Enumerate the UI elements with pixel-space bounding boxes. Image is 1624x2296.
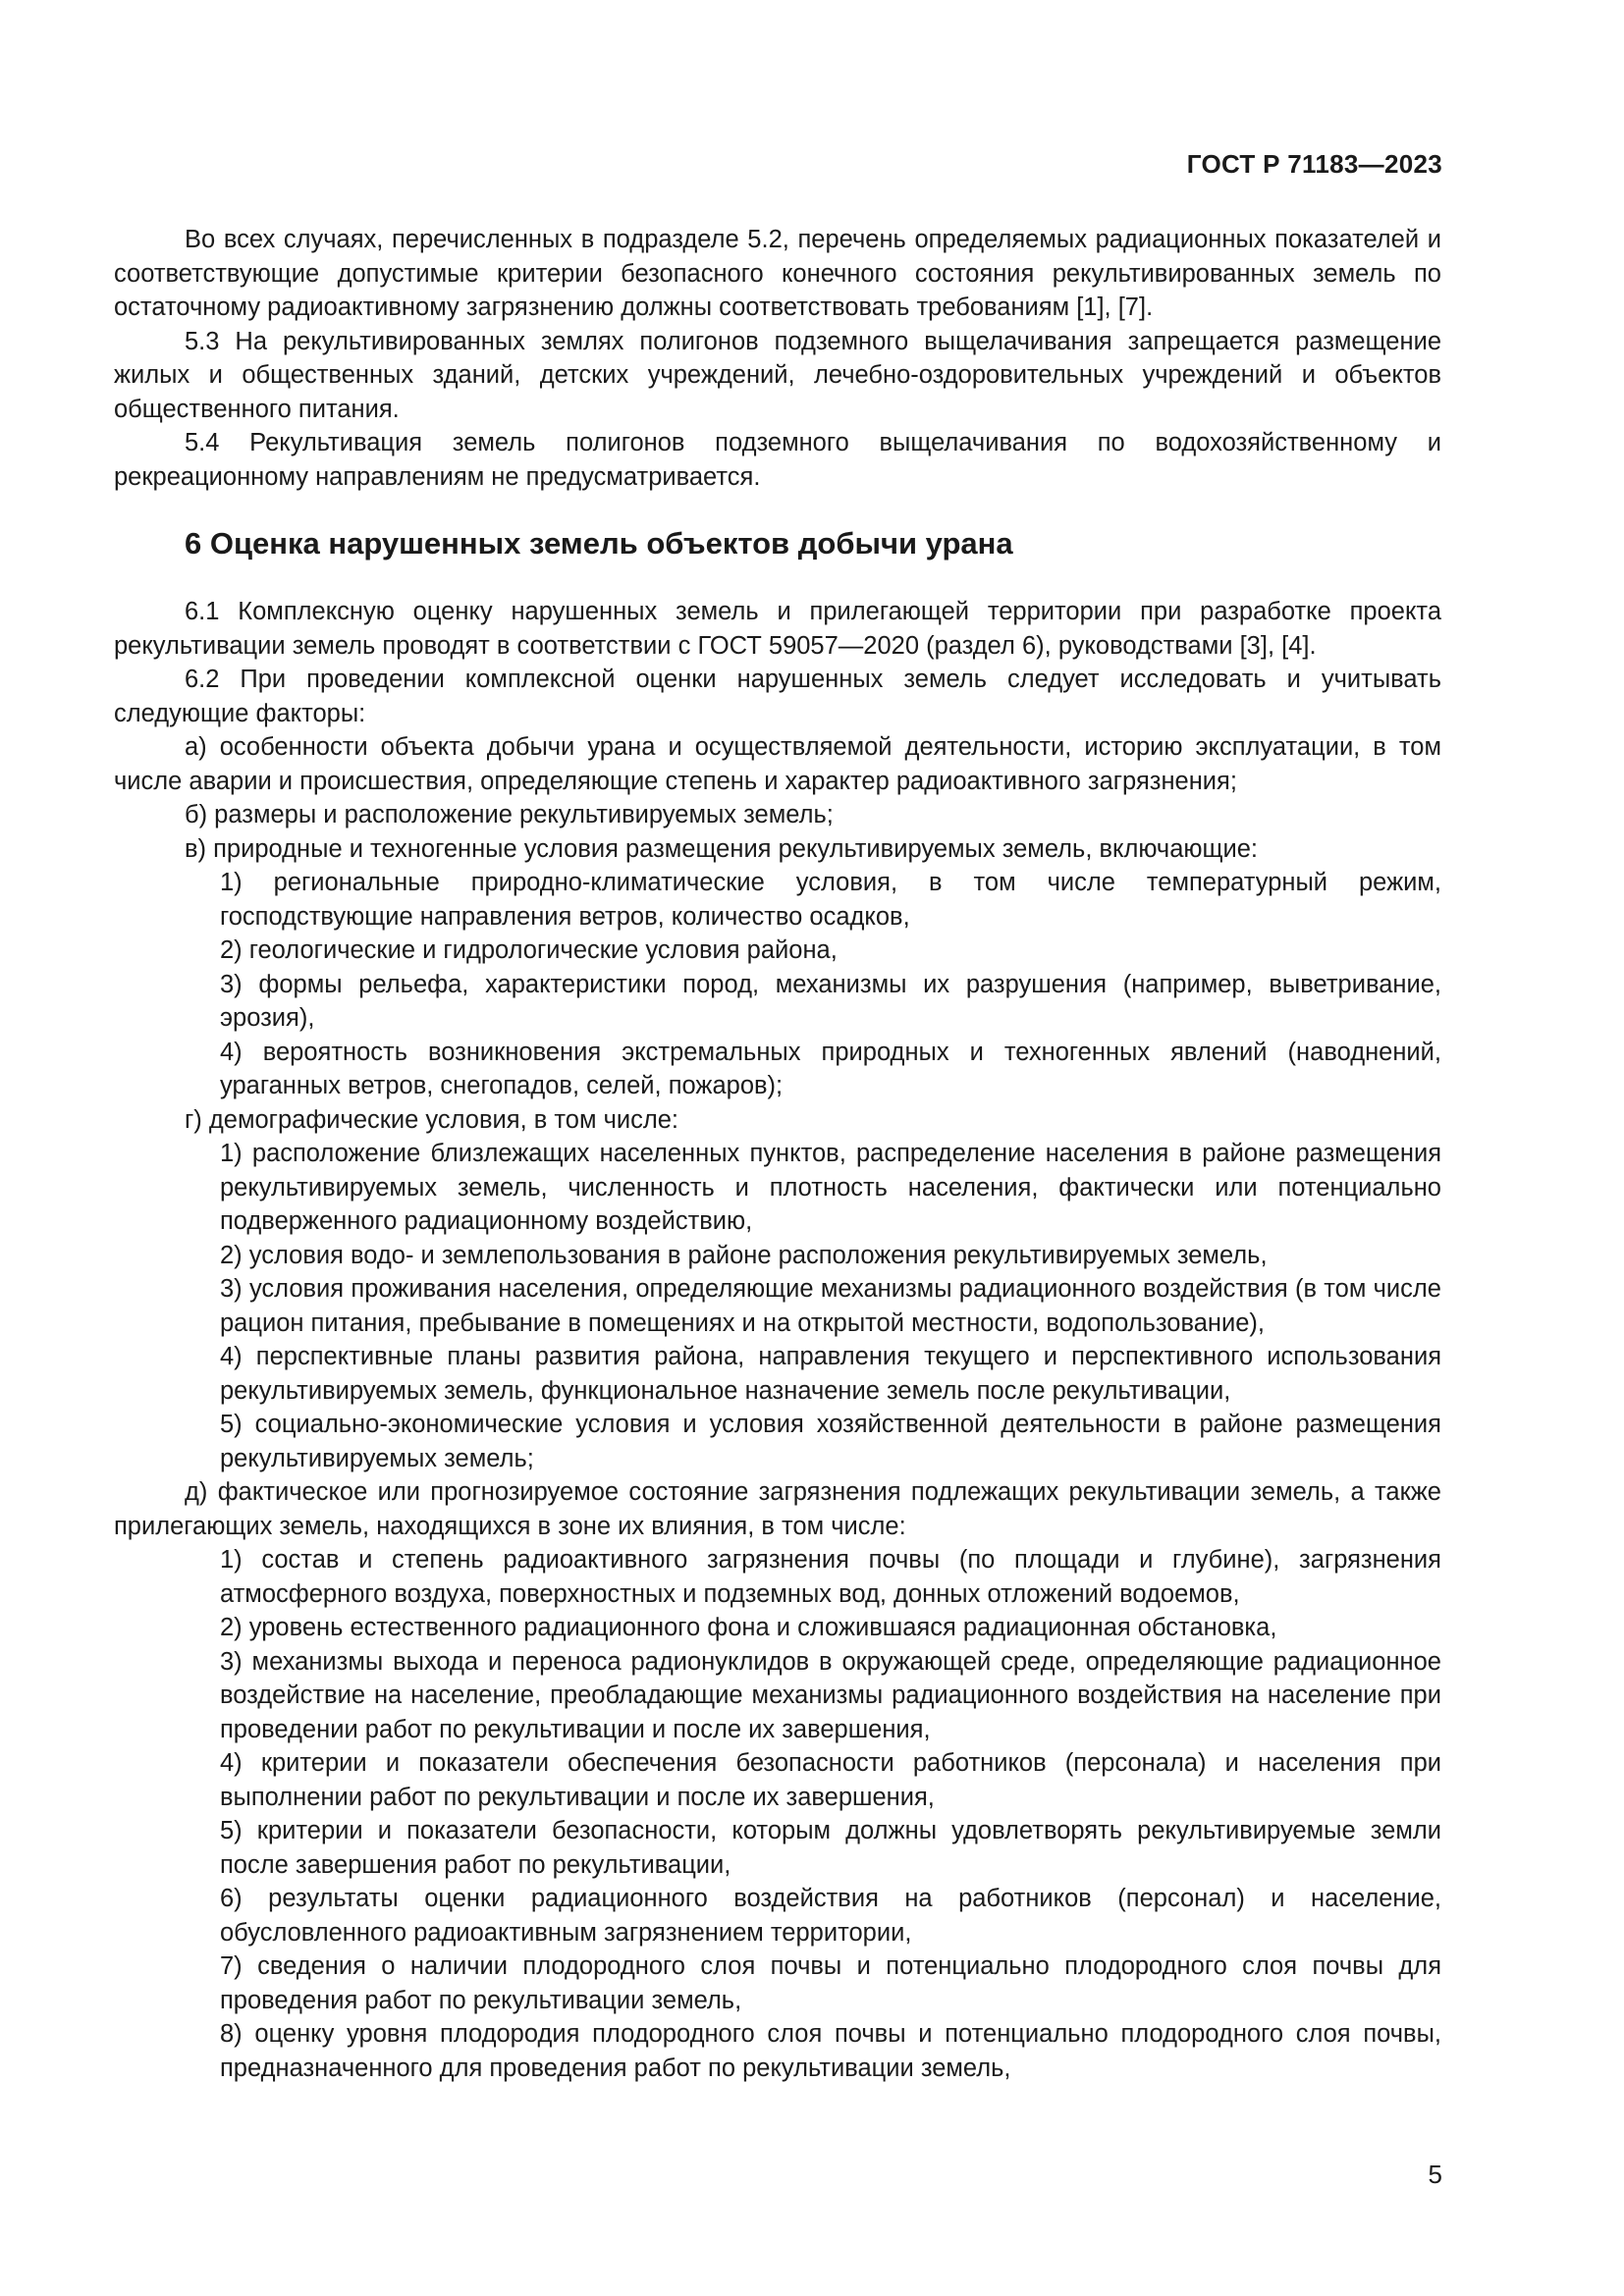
section-heading: 6 Оценка нарушенных земель объектов добычи урана bbox=[185, 526, 1013, 561]
clause-5-4: 5.4 Рекультивация земель полигонов подземного выщелачивания по водохозяйственному и рекреационному направлениям не предусматривается. bbox=[114, 429, 1441, 491]
page-content bbox=[114, 223, 1441, 2085]
sub-item: 3) условия проживания населения, определяющие механизмы радиационного воздействия (в том числе рацион питания, пребывание в помещениях и на открытой местности, водопользование), bbox=[220, 1275, 1441, 1337]
sub-item: 8) оценку уровня плодородия плодородного слоя почвы и потенциально плодородного слоя почвы, предназначенного для проведения работ по рекультивации земель, bbox=[220, 2020, 1441, 2082]
sub-item: 7) сведения о наличии плодородного слоя почвы и потенциально плодородного слоя почвы для проведения работ по рекультивации земель, bbox=[220, 1952, 1441, 2014]
sub-item: 4) критерии и показатели обеспечения безопасности работников (персонала) и населения при выполнении работ по рекультивации и после их завершения, bbox=[220, 1749, 1441, 1811]
sub-item: 1) состав и степень радиоактивного загрязнения почвы (по площади и глубине), загрязнения атмосферного воздуха, поверхностных и подземных вод, донных отложений водоемов, bbox=[220, 1546, 1441, 1608]
sub-item: 1) расположение близлежащих населенных пунктов, распределение населения в районе размещения рекультивируемых земель, численность и плотность населения, фактически или потенциально подверженного радиационному воздействию, bbox=[220, 1140, 1441, 1235]
clause-6-1: 6.1 Комплексную оценку нарушенных земель и прилегающей территории при разработке проекта рекультивации земель проводят в соответствии с ГОСТ 59057—2020 (раздел 6), руководствами [3], [4]. bbox=[114, 598, 1441, 660]
paragraph: Во всех случаях, перечисленных в подразделе 5.2, перечень определяемых радиационных показателей и соответствующие допустимые критерии безопасного конечного состояния рекультивированных земель по остаточному радиоактивному загрязнению должны соответствовать требованиям [1], [7]. bbox=[114, 226, 1441, 321]
sub-item: 5) критерии и показатели безопасности, которым должны удовлетворять рекультивируемые земли после завершения работ по рекультивации, bbox=[220, 1817, 1441, 1879]
sub-item: 4) вероятность возникновения экстремальных природных и техногенных явлений (наводнений, ураганных ветров, снегопадов, селей, пожаров); bbox=[220, 1038, 1441, 1099]
document-code: ГОСТ Р 71183—2023 bbox=[1186, 149, 1442, 179]
clause-5-3: 5.3 На рекультивированных землях полигонов подземного выщелачивания запрещается размещение жилых и общественных зданий, детских учреждений, лечебно-оздоровительных учреждений и объектов общественного питания. bbox=[114, 327, 1441, 423]
sub-item: 6) результаты оценки радиационного воздействия на работников (персонал) и население, обусловленного радиоактивным загрязнением территории, bbox=[220, 1885, 1441, 1947]
sub-item: 2) геологические и гидрологические условия района, bbox=[220, 936, 838, 964]
sub-item: 5) социально-экономические условия и условия хозяйственной деятельности в районе размещения рекультивируемых земель; bbox=[220, 1411, 1441, 1472]
list-item-d: д) фактическое или прогнозируемое состояние загрязнения подлежащих рекультивации земель, а также прилегающих земель, находящихся в зоне их влияния, в том числе: bbox=[114, 1478, 1441, 1540]
list-item-g: г) демографические условия, в том числе: bbox=[185, 1105, 679, 1134]
list-item-v: в) природные и техногенные условия размещения рекультивируемых земель, включающие: bbox=[185, 834, 1259, 863]
sub-item: 2) уровень естественного радиационного фона и сложившаяся радиационная обстановка, bbox=[220, 1614, 1277, 1641]
list-item-b: б) размеры и расположение рекультивируемых земель; bbox=[185, 801, 834, 828]
sub-item: 3) механизмы выхода и переноса радионуклидов в окружающей среде, определяющие радиационное воздействие на население, преобладающие механизмы радиационного воздействия на население при проведении работ по рекультивации и после их завершения, bbox=[220, 1647, 1441, 1743]
sub-item: 2) условия водо- и землепользования в районе расположения рекультивируемых земель, bbox=[220, 1241, 1268, 1269]
page-number: 5 bbox=[1428, 2160, 1442, 2189]
sub-item: 1) региональные природно-климатические условия, в том числе температурный режим, господствующие направления ветров, количество осадков, bbox=[220, 869, 1441, 931]
sub-item: 3) формы рельефа, характеристики пород, механизмы их разрушения (например, выветривание, эрозия), bbox=[220, 970, 1441, 1032]
clause-6-2: 6.2 При проведении комплексной оценки нарушенных земель следует исследовать и учитывать следующие факторы: bbox=[114, 666, 1441, 727]
sub-item: 4) перспективные планы развития района, направления текущего и перспективного использования рекультивируемых земель, функциональное назначение земель после рекультивации, bbox=[220, 1343, 1441, 1405]
list-item-a: а) особенности объекта добычи урана и осуществляемой деятельности, историю эксплуатации, в том числе аварии и происшествия, определяющие степень и характер радиоактивного загрязнения; bbox=[114, 733, 1441, 795]
